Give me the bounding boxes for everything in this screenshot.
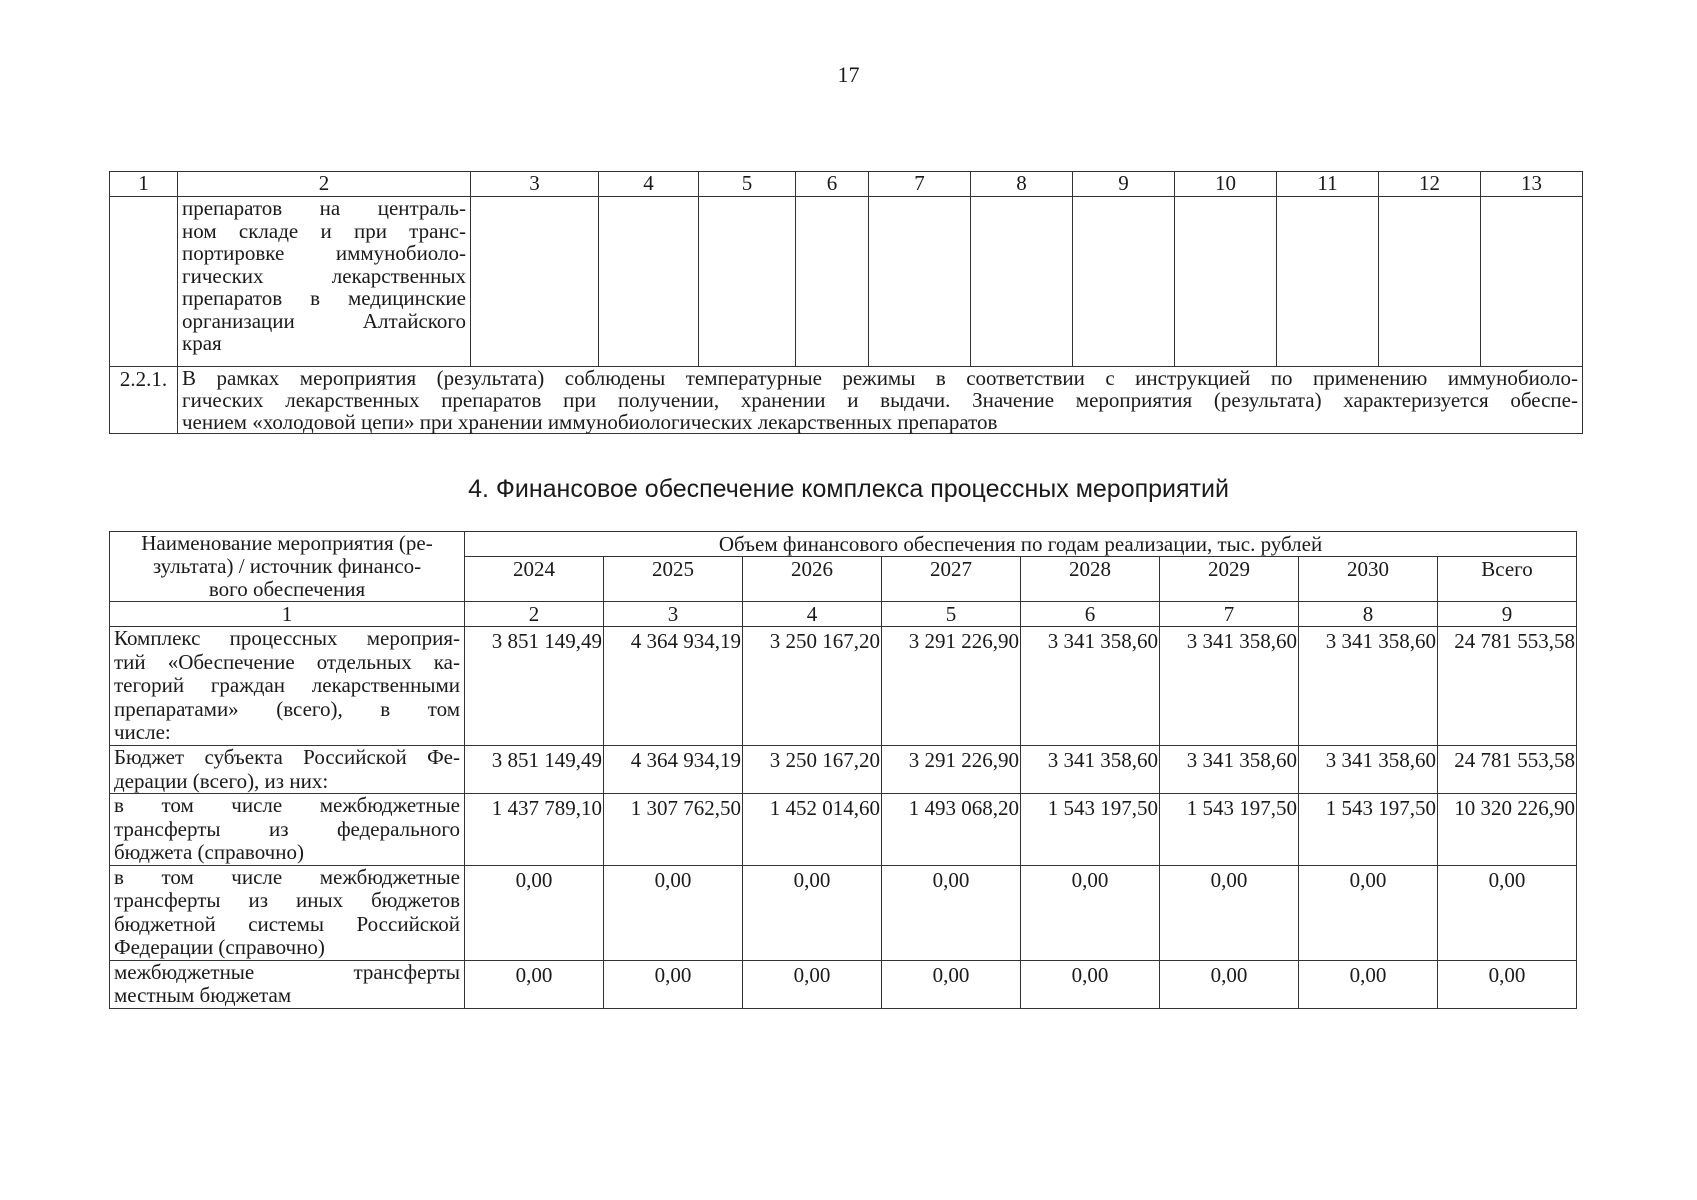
finance-header-row	[110, 532, 1577, 557]
value-cell: 0,00	[882, 960, 1021, 1008]
column-number: 12	[1379, 172, 1481, 197]
value-cell: 1 452 014,60	[743, 794, 882, 866]
value-cell: 4 364 934,19	[604, 627, 743, 746]
value-cell: 0,00	[1021, 865, 1160, 960]
note-text: В рамках мероприятия (результата) соблюдены температурные режимы в соответствии с инструкцией по применению иммунобиоло- гических лекарственных препаратов при получении, хранении и выдачи. Значение мероприятия (результата) характеризуется обеспе- чением «холодовой цепи» при хранении иммунобиологических лекарственных препаратов	[178, 367, 1583, 434]
note-number: 2.2.1.	[110, 367, 178, 434]
value-cell: 1 543 197,50	[1021, 794, 1160, 866]
column-number: 2	[178, 172, 471, 197]
column-number: 3	[604, 602, 743, 627]
column-number-row	[110, 172, 1583, 197]
value-cell: 3 250 167,20	[743, 627, 882, 746]
value-cell: 0,00	[465, 960, 604, 1008]
column-number: 13	[1481, 172, 1583, 197]
row-name: Бюджет субъекта Российской Фе- дерации (всего), из них:	[110, 746, 465, 794]
finance-row-regional-budget	[110, 746, 1577, 794]
value-cell: 24 781 553,58	[1438, 746, 1577, 794]
activities-table	[109, 171, 1583, 434]
value-cell: 0,00	[1160, 960, 1299, 1008]
section-title: 4. Финансовое обеспечение комплекса процессных мероприятий	[468, 475, 1229, 503]
value-cell: 3 851 149,49	[465, 746, 604, 794]
value-cell: 0,00	[882, 865, 1021, 960]
column-number: 8	[971, 172, 1073, 197]
value-cell: 0,00	[604, 960, 743, 1008]
value-cell: 3 341 358,60	[1160, 746, 1299, 794]
value-cell: 0,00	[1299, 865, 1438, 960]
value-cell: 1 307 762,50	[604, 794, 743, 866]
value-cell: 24 781 553,58	[1438, 627, 1577, 746]
finance-table	[109, 531, 1577, 1009]
column-number: 8	[1299, 602, 1438, 627]
value-cell: 0,00	[1438, 865, 1577, 960]
year-header: 2026	[743, 557, 882, 602]
year-header: 2027	[882, 557, 1021, 602]
column-number: 7	[1160, 602, 1299, 627]
column-number: 6	[796, 172, 869, 197]
finance-row-local-transfers	[110, 960, 1577, 1008]
row-name: в том числе межбюджетные трансферты из федерального бюджета (справочно)	[110, 794, 465, 866]
column-number: 2	[465, 602, 604, 627]
year-header: 2025	[604, 557, 743, 602]
year-header: 2030	[1299, 557, 1438, 602]
value-cell: 3 291 226,90	[882, 627, 1021, 746]
value-cell: 0,00	[743, 960, 882, 1008]
value-cell: 3 291 226,90	[882, 746, 1021, 794]
column-number: 7	[869, 172, 971, 197]
name-header: Наименование мероприятия (ре- зультата) / источник финансо- вого обеспечения	[110, 532, 465, 602]
continuation-text: препаратов на централь- ном складе и при транс- портировке иммунобиоло- гических лекарственных препаратов в медицинские организации Алтайского края	[178, 197, 471, 367]
note-row	[110, 367, 1583, 434]
column-number: 9	[1438, 602, 1577, 627]
value-cell: 3 341 358,60	[1299, 627, 1438, 746]
column-number: 10	[1175, 172, 1277, 197]
value-cell: 1 437 789,10	[465, 794, 604, 866]
year-header: 2024	[465, 557, 604, 602]
row-name: Комплекс процессных мероприя- тий «Обеспечение отдельных ка- тегорий граждан лекарственными препаратами» (всего), в том числе:	[110, 627, 465, 746]
finance-row-complex-total	[110, 627, 1577, 746]
value-cell: 0,00	[1021, 960, 1160, 1008]
value-cell: 3 341 358,60	[1021, 746, 1160, 794]
value-cell: 0,00	[1160, 865, 1299, 960]
column-number: 5	[882, 602, 1021, 627]
year-header: 2029	[1160, 557, 1299, 602]
value-cell: 1 543 197,50	[1299, 794, 1438, 866]
row-name: в том числе межбюджетные трансферты из иных бюджетов бюджетной системы Российской Федерации (справочно)	[110, 865, 465, 960]
column-number: 4	[599, 172, 699, 197]
value-cell: 0,00	[1438, 960, 1577, 1008]
column-number: 3	[471, 172, 599, 197]
column-number-row	[110, 602, 1577, 627]
value-cell: 3 341 358,60	[1021, 627, 1160, 746]
column-number: 6	[1021, 602, 1160, 627]
column-number: 5	[699, 172, 796, 197]
value-cell: 3 851 149,49	[465, 627, 604, 746]
value-cell: 3 341 358,60	[1299, 746, 1438, 794]
year-header: Всего	[1438, 557, 1577, 602]
year-header: 2028	[1021, 557, 1160, 602]
value-cell: 3 341 358,60	[1160, 627, 1299, 746]
column-number: 11	[1277, 172, 1379, 197]
continuation-row	[110, 197, 1583, 367]
column-number: 9	[1073, 172, 1175, 197]
value-cell: 0,00	[743, 865, 882, 960]
value-cell: 0,00	[465, 865, 604, 960]
value-cell: 4 364 934,19	[604, 746, 743, 794]
value-cell: 0,00	[1299, 960, 1438, 1008]
value-cell: 0,00	[604, 865, 743, 960]
column-number: 1	[110, 172, 178, 197]
value-cell: 3 250 167,20	[743, 746, 882, 794]
column-number: 1	[110, 602, 465, 627]
row-name: межбюджетные трансферты местным бюджетам	[110, 960, 465, 1008]
finance-row-other-transfers	[110, 865, 1577, 960]
finance-row-federal-transfers	[110, 794, 1577, 866]
page-number: 17	[837, 62, 860, 87]
value-cell: 1 543 197,50	[1160, 794, 1299, 866]
volume-header: Объем финансового обеспечения по годам реализации, тыс. рублей	[465, 532, 1577, 557]
column-number: 4	[743, 602, 882, 627]
value-cell: 10 320 226,90	[1438, 794, 1577, 866]
value-cell: 1 493 068,20	[882, 794, 1021, 866]
